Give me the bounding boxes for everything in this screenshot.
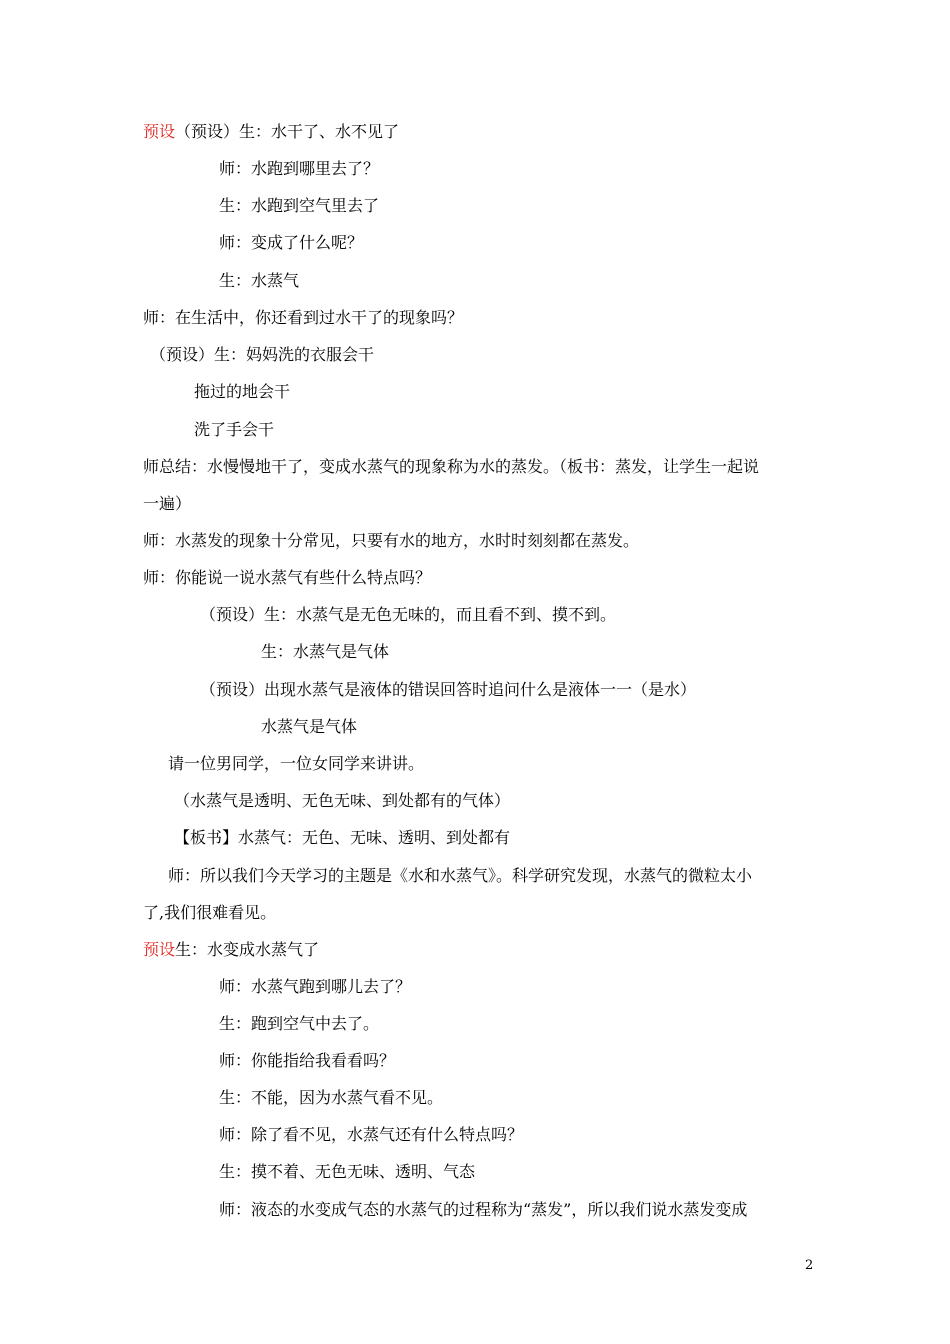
text-line: （预设）生：水蒸气是无色无味的，而且看不到、摸不到。 <box>200 605 617 624</box>
text-line: 洗了手会干 <box>194 420 275 439</box>
text-line: 师：液态的水变成气态的水蒸气的过程称为“蒸发”，所以我们说水蒸发变成 <box>219 1200 748 1219</box>
text-line: 师总结：水慢慢地干了，变成水蒸气的现象称为水的蒸发。（板书：蒸发，让学生一起说 <box>143 457 760 476</box>
preset-marker: 预设 <box>143 122 176 141</box>
page-number: 2 <box>805 1258 814 1273</box>
text-line: 师：变成了什么呢？ <box>219 233 364 252</box>
text-line: 师：水跑到哪里去了？ <box>219 159 380 178</box>
text-line: 预设生：水变成水蒸气了 <box>143 940 320 959</box>
text-line: 师：在生活中，你还看到过水干了的现象吗？ <box>143 308 464 327</box>
text-line: 生：水蒸气是气体 <box>261 642 390 661</box>
text-line: （预设）生：妈妈洗的衣服会干 <box>150 345 375 364</box>
text-line: 拖过的地会干 <box>194 382 291 401</box>
text-line: 请一位男同学，一位女同学来讲讲。 <box>168 754 425 773</box>
text-line: 生：摸不着、无色无味、透明、气态 <box>219 1162 476 1181</box>
text-line: 生：不能，因为水蒸气看不见。 <box>219 1088 444 1107</box>
text-line: 师：水蒸气跑到哪儿去了？ <box>219 977 412 996</box>
text-line: 师：水蒸发的现象十分常见，只要有水的地方，水时时刻刻都在蒸发。 <box>143 531 640 550</box>
text-line: 了,我们很难看见。 <box>143 903 277 922</box>
text-line: 师：你能说一说水蒸气有些什么特点吗？ <box>143 568 432 587</box>
text-line: （预设）出现水蒸气是液体的错误回答时追问什么是液体一一（是水） <box>200 680 697 699</box>
text-line: 生：水跑到空气里去了 <box>219 196 380 215</box>
text-line: 生：水蒸气 <box>219 271 300 290</box>
text-line: 师：你能指给我看看吗？ <box>219 1051 396 1070</box>
text-line: 师：所以我们今天学习的主题是《水和水蒸气》。科学研究发现，水蒸气的微粒太小 <box>168 866 753 885</box>
text-line: 水蒸气是气体 <box>261 717 358 736</box>
text-line: 师：除了看不见，水蒸气还有什么特点吗？ <box>219 1125 524 1144</box>
text-line: （水蒸气是透明、无色无味、到处都有的气体） <box>174 791 511 810</box>
text-line: 生：跑到空气中去了。 <box>219 1014 380 1033</box>
text-line: 一遍） <box>143 494 192 513</box>
text-line: 【板书】水蒸气：无色、无味、透明、到处都有 <box>174 828 511 847</box>
preset-marker: 预设 <box>143 940 176 959</box>
text-line: 预设（预设）生：水干了、水不见了 <box>143 122 400 141</box>
